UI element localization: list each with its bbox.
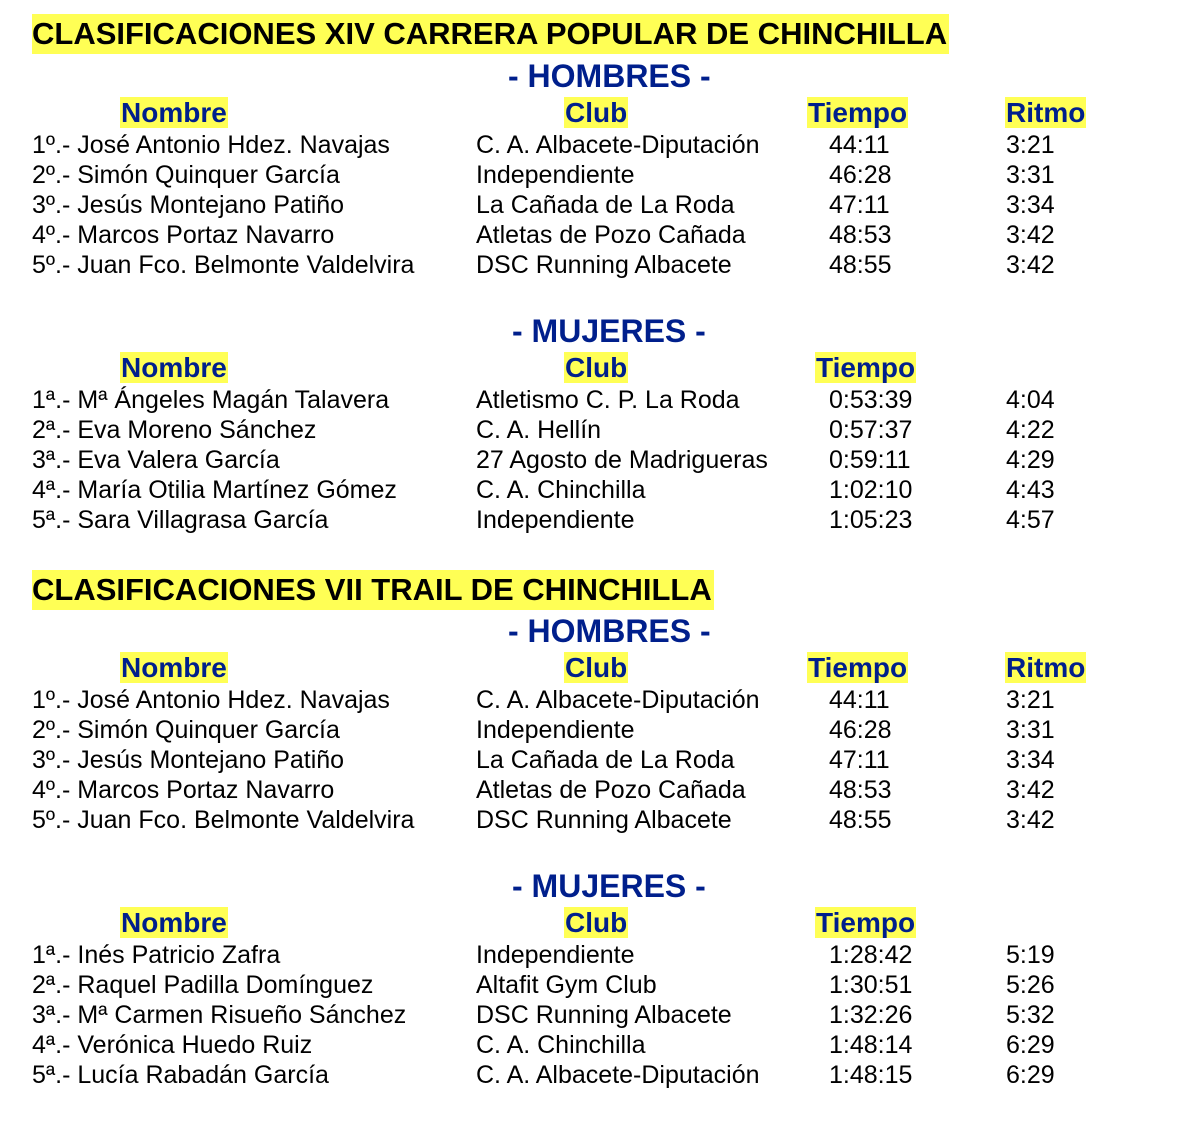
- runner-time: 1:48:15: [829, 1061, 913, 1089]
- result-row: [0, 475, 1202, 505]
- header-tiempo: Tiempo: [808, 652, 908, 683]
- runner-club: C. A. Chinchilla: [476, 1031, 646, 1059]
- runner-name: 4ª.- María Otilia Martínez Gómez: [32, 476, 397, 504]
- runner-time: 0:59:11: [829, 446, 911, 474]
- runner-club: DSC Running Albacete: [476, 251, 732, 279]
- runner-name: 4ª.- Verónica Huedo Ruiz: [32, 1031, 313, 1059]
- header-club: Club: [565, 652, 628, 683]
- runner-pace: 3:31: [1006, 161, 1055, 189]
- section-title-trail: CLASIFICACIONES VII TRAIL DE CHINCHILLA: [32, 570, 714, 610]
- runner-pace: 3:31: [1006, 716, 1055, 744]
- runner-pace: 4:57: [1006, 506, 1055, 534]
- runner-name: 1ª.- Inés Patricio Zafra: [32, 941, 281, 969]
- runner-time: 1:30:51: [829, 971, 913, 999]
- header-tiempo: Tiempo: [816, 907, 916, 938]
- runner-club: La Cañada de La Roda: [476, 191, 735, 219]
- runner-pace: 4:04: [1006, 386, 1055, 414]
- runner-club: 27 Agosto de Madrigueras: [476, 446, 768, 474]
- runner-pace: 3:42: [1006, 776, 1055, 804]
- runner-pace: 3:34: [1006, 746, 1055, 774]
- runner-club: C. A. Hellín: [476, 416, 602, 444]
- runner-pace: 5:19: [1006, 941, 1055, 969]
- runner-name: 2ª.- Eva Moreno Sánchez: [32, 416, 317, 444]
- result-row: [0, 805, 1202, 835]
- runner-pace: 3:42: [1006, 221, 1055, 249]
- result-row: [0, 445, 1202, 475]
- runner-pace: 3:34: [1006, 191, 1055, 219]
- runner-club: Independiente: [476, 506, 635, 534]
- runner-club: C. A. Chinchilla: [476, 476, 646, 504]
- runner-club: C. A. Albacete-Diputación: [476, 686, 760, 714]
- runner-pace: 3:42: [1006, 806, 1055, 834]
- header-club: Club: [565, 907, 628, 938]
- runner-name: 4º.- Marcos Portaz Navarro: [32, 221, 335, 249]
- runner-club: Atletas de Pozo Cañada: [476, 221, 746, 249]
- women-group-title: - MUJERES -: [512, 313, 706, 349]
- runner-time: 1:05:23: [829, 506, 913, 534]
- result-row: [0, 190, 1202, 220]
- runner-time: 44:11: [829, 686, 890, 714]
- runner-time: 1:48:14: [829, 1031, 913, 1059]
- result-row: [0, 685, 1202, 715]
- runner-name: 5ª.- Sara Villagrasa García: [32, 506, 329, 534]
- men-group-title: - HOMBRES -: [508, 613, 711, 649]
- runner-club: C. A. Albacete-Diputación: [476, 1061, 760, 1089]
- runner-time: 48:53: [829, 221, 892, 249]
- runner-time: 48:53: [829, 776, 892, 804]
- result-row: [0, 775, 1202, 805]
- runner-name: 1ª.- Mª Ángeles Magán Talavera: [32, 386, 390, 414]
- runner-time: 47:11: [829, 191, 890, 219]
- header-club: Club: [565, 352, 628, 383]
- runner-club: Independiente: [476, 941, 635, 969]
- runner-time: 0:53:39: [829, 386, 913, 414]
- result-row: [0, 1060, 1202, 1090]
- runner-pace: 3:21: [1006, 686, 1055, 714]
- runner-time: 1:02:10: [829, 476, 913, 504]
- runner-name: 1º.- José Antonio Hdez. Navajas: [32, 686, 390, 714]
- runner-time: 1:32:26: [829, 1001, 913, 1029]
- result-row: [0, 385, 1202, 415]
- header-tiempo: Tiempo: [808, 97, 908, 128]
- runner-club: Independiente: [476, 161, 635, 189]
- header-club: Club: [565, 97, 628, 128]
- runner-name: 1º.- José Antonio Hdez. Navajas: [32, 131, 390, 159]
- runner-time: 0:57:37: [829, 416, 913, 444]
- runner-pace: 3:21: [1006, 131, 1055, 159]
- runner-pace: 3:42: [1006, 251, 1055, 279]
- header-ritmo: Ritmo: [1006, 97, 1086, 128]
- runner-club: DSC Running Albacete: [476, 1001, 732, 1029]
- runner-time: 48:55: [829, 806, 892, 834]
- runner-club: Altafit Gym Club: [476, 971, 657, 999]
- header-ritmo: Ritmo: [1006, 652, 1086, 683]
- men-group-title: - HOMBRES -: [508, 58, 711, 94]
- header-nombre: Nombre: [121, 97, 227, 128]
- runner-club: Atletas de Pozo Cañada: [476, 776, 746, 804]
- runner-club: C. A. Albacete-Diputación: [476, 131, 760, 159]
- runner-pace: 4:43: [1006, 476, 1055, 504]
- runner-name: 3º.- Jesús Montejano Patiño: [32, 746, 345, 774]
- result-row: [0, 415, 1202, 445]
- women-group-title: - MUJERES -: [512, 868, 706, 904]
- runner-pace: 4:29: [1006, 446, 1055, 474]
- section-title-carrera: CLASIFICACIONES XIV CARRERA POPULAR DE CHINCHILLA: [32, 14, 949, 54]
- result-row: [0, 505, 1202, 535]
- result-row: [0, 970, 1202, 1000]
- result-row: [0, 130, 1202, 160]
- runner-name: 3ª.- Eva Valera García: [32, 446, 280, 474]
- result-row: [0, 745, 1202, 775]
- runner-club: Independiente: [476, 716, 635, 744]
- result-row: [0, 220, 1202, 250]
- result-row: [0, 160, 1202, 190]
- runner-club: DSC Running Albacete: [476, 806, 732, 834]
- runner-name: 5ª.- Lucía Rabadán García: [32, 1061, 329, 1089]
- runner-name: 5º.- Juan Fco. Belmonte Valdelvira: [32, 806, 415, 834]
- runner-name: 3ª.- Mª Carmen Risueño Sánchez: [32, 1001, 407, 1029]
- runner-name: 2º.- Simón Quinquer García: [32, 161, 340, 189]
- runner-pace: 5:26: [1006, 971, 1055, 999]
- runner-name: 2ª.- Raquel Padilla Domínguez: [32, 971, 374, 999]
- runner-club: La Cañada de La Roda: [476, 746, 735, 774]
- runner-time: 47:11: [829, 746, 890, 774]
- result-row: [0, 250, 1202, 280]
- runner-club: Atletismo C. P. La Roda: [476, 386, 740, 414]
- result-row: [0, 1000, 1202, 1030]
- result-row: [0, 715, 1202, 745]
- header-nombre: Nombre: [121, 907, 227, 938]
- runner-pace: 4:22: [1006, 416, 1055, 444]
- runner-time: 48:55: [829, 251, 892, 279]
- runner-time: 44:11: [829, 131, 890, 159]
- header-nombre: Nombre: [121, 652, 227, 683]
- runner-pace: 6:29: [1006, 1031, 1055, 1059]
- header-tiempo: Tiempo: [816, 352, 916, 383]
- runner-time: 46:28: [829, 161, 892, 189]
- header-nombre: Nombre: [121, 352, 227, 383]
- result-row: [0, 1030, 1202, 1060]
- result-row: [0, 940, 1202, 970]
- runner-name: 3º.- Jesús Montejano Patiño: [32, 191, 345, 219]
- runner-time: 46:28: [829, 716, 892, 744]
- runner-name: 2º.- Simón Quinquer García: [32, 716, 340, 744]
- runner-pace: 6:29: [1006, 1061, 1055, 1089]
- runner-pace: 5:32: [1006, 1001, 1055, 1029]
- runner-name: 5º.- Juan Fco. Belmonte Valdelvira: [32, 251, 415, 279]
- runner-name: 4º.- Marcos Portaz Navarro: [32, 776, 335, 804]
- runner-time: 1:28:42: [829, 941, 913, 969]
